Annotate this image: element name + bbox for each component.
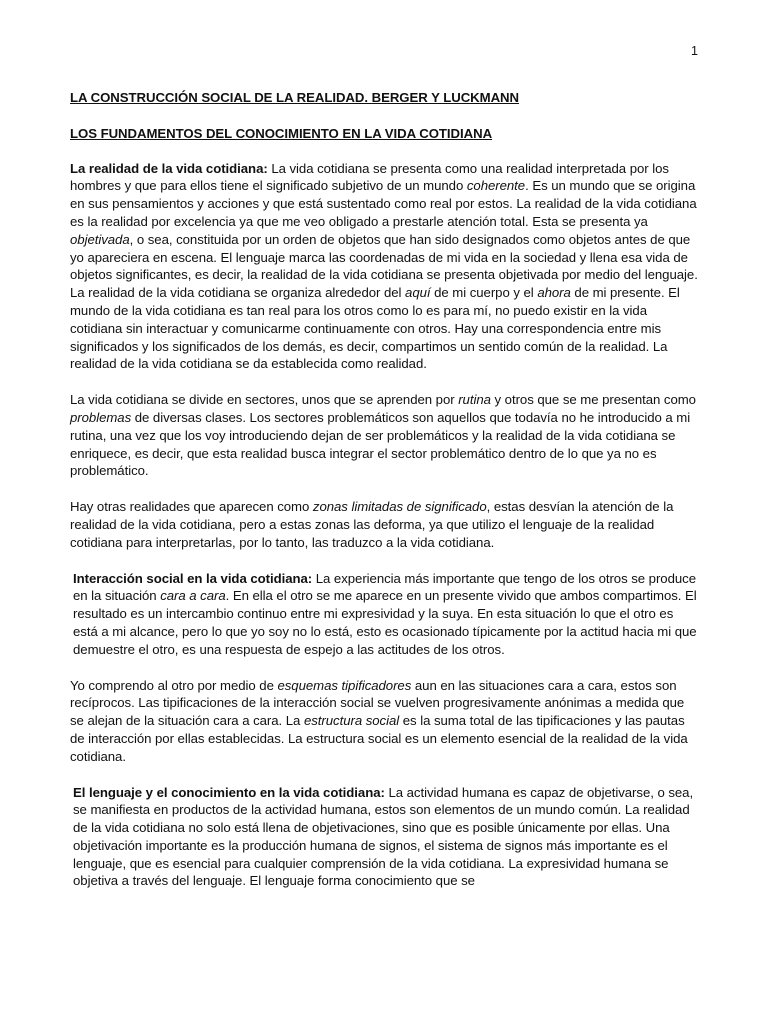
paragraph-lead: El lenguaje y el conocimiento en la vida cotidiana:	[73, 784, 385, 800]
paragraph-esquemas-tipificadores	[70, 677, 700, 766]
emphasis-term: cara a cara	[160, 588, 226, 604]
emphasis-term: esquemas tipificadores	[277, 677, 412, 693]
main-title: LA CONSTRUCCIÓN SOCIAL DE LA REALIDAD. BERGER Y LUCKMANN	[70, 90, 520, 105]
paragraph-text: La vida cotidiana se divide en sectores, unos que se aprenden por	[70, 392, 459, 408]
paragraph-text: , estas desvían la atención de la realidad de la vida cotidiana, pero a estas zonas las deforma, ya que utilizo el lenguaje de la realidad cotidiana para interpretarlas, por lo tanto, las traduzco a la vida cotidiana.	[70, 499, 674, 550]
paragraph-text: La actividad humana es capaz de objetivarse, o sea, se manifiesta en productos de la actividad humana, estos son elementos de un mundo común. La realidad de la vida cotidiana no solo está llena de objetivaciones, sino que es posible únicamente por ellas. Una objetivación importante es la producción humana de signos, el sistema de signos más importante es el lenguaje, que es esencial para cualquier comprensión de la vida cotidiana. La expresividad humana se objetiva a través del lenguaje. El lenguaje forma conocimiento que se	[73, 784, 694, 889]
emphasis-term: aquí	[405, 285, 431, 301]
paragraph-text: Yo comprendo al otro por medio de	[70, 677, 278, 693]
emphasis-term: problemas	[70, 409, 132, 425]
paragraph-otras-realidades	[70, 498, 700, 551]
paragraph-text: La experiencia más importante que tengo de los otros se produce en la situación	[73, 570, 696, 604]
emphasis-term: ahora	[537, 285, 571, 301]
paragraph-sectores	[70, 391, 700, 480]
page-number: 1	[691, 44, 698, 58]
paragraph-text: es la suma total de las tipificaciones y las pautas de interacción por ellas establecidas. La estructura social es un elemento esencial de la realidad de la vida cotidiana.	[70, 713, 688, 764]
paragraph-text: de mi presente. El mundo de la vida cotidiana es tan real para los otros como lo es para mí, no puedo existir en la vida cotidiana sin interactuar y comunicarme continuamente con otros. Hay una correspondencia entre mis significados y los significados de los demás, es decir, compartimos un sentido común de la realidad. La realidad de la vida cotidiana se da establecida como realidad.	[70, 285, 680, 372]
paragraph-text: . Es un mundo que se origina en sus pensamientos y acciones y que está sustentado como real por estos. La realidad de la vida cotidiana es la realidad por excelencia ya que me veo obligado a prestarle atención total. Esta se presenta ya	[70, 178, 697, 229]
paragraph-text: . En ella el otro se me aparece en un presente vivido que ambos compartimos. El resultado es un intercambio continuo entre mi expresividad y la suya. En esta situación lo que el otro es está a mi alcance, pero lo que yo soy no lo está, esto es ocasionado típicamente por la actitud hacia mi que demuestre el otro, es una respuesta de espejo a las actitudes de los otros.	[73, 588, 697, 657]
emphasis-term: estructura social	[303, 713, 400, 729]
document-body	[70, 89, 700, 908]
paragraph-text: aun en las situaciones cara a cara, estos son recíprocos. Las tipificaciones de la interacción social se vuelven progresivamente anónimas a medida que se alejan de la situación cara a cara. La	[70, 677, 685, 729]
emphasis-term: zonas limitadas de significado	[312, 499, 487, 515]
paragraph-lenguaje-conocimiento	[70, 784, 700, 891]
paragraph-text: Hay otras realidades que aparecen como	[70, 499, 313, 515]
paragraph-text: y otros que se me presentan como	[490, 392, 696, 408]
emphasis-term: rutina	[458, 392, 491, 408]
paragraph-text: de mi cuerpo y el	[430, 285, 538, 301]
paragraph-text: La vida cotidiana se presenta como una realidad interpretada por los hombres y que para ellos tiene el significado subjetivo de un mundo	[70, 160, 669, 194]
paragraph-lead: Interacción social en la vida cotidiana:	[73, 570, 313, 586]
emphasis-term: coherente	[466, 178, 526, 194]
paragraph-text: , o sea, constituida por un orden de objetos que han sido designados como objetos antes de que yo apareciera en escena. El lenguaje marca las coordenadas de mi vida en la sociedad y llena esa vida de objetos significantes, es decir, la realidad de la vida cotidiana se presenta objetivada por medio del lenguaje. La realidad de la vida cotidiana se organiza alrededor del	[70, 231, 698, 301]
paragraph-realidad-vida-cotidiana	[70, 160, 700, 374]
emphasis-term: objetivada	[70, 231, 130, 247]
paragraph-text: de diversas clases. Los sectores problemáticos son aquellos que todavía no he introducido a mi rutina, una vez que los voy introduciendo dejan de ser problemáticos y la realidad de la vida cotidiana se enriquece, es decir, que esta realidad busca integrar el sector problemático dentro de lo que ya no es problemático.	[70, 409, 691, 479]
section-title: LOS FUNDAMENTOS DEL CONOCIMIENTO EN LA VIDA COTIDIANA	[70, 125, 493, 141]
paragraph-interaccion-social	[70, 570, 700, 659]
paragraph-lead: La realidad de la vida cotidiana:	[70, 160, 268, 176]
